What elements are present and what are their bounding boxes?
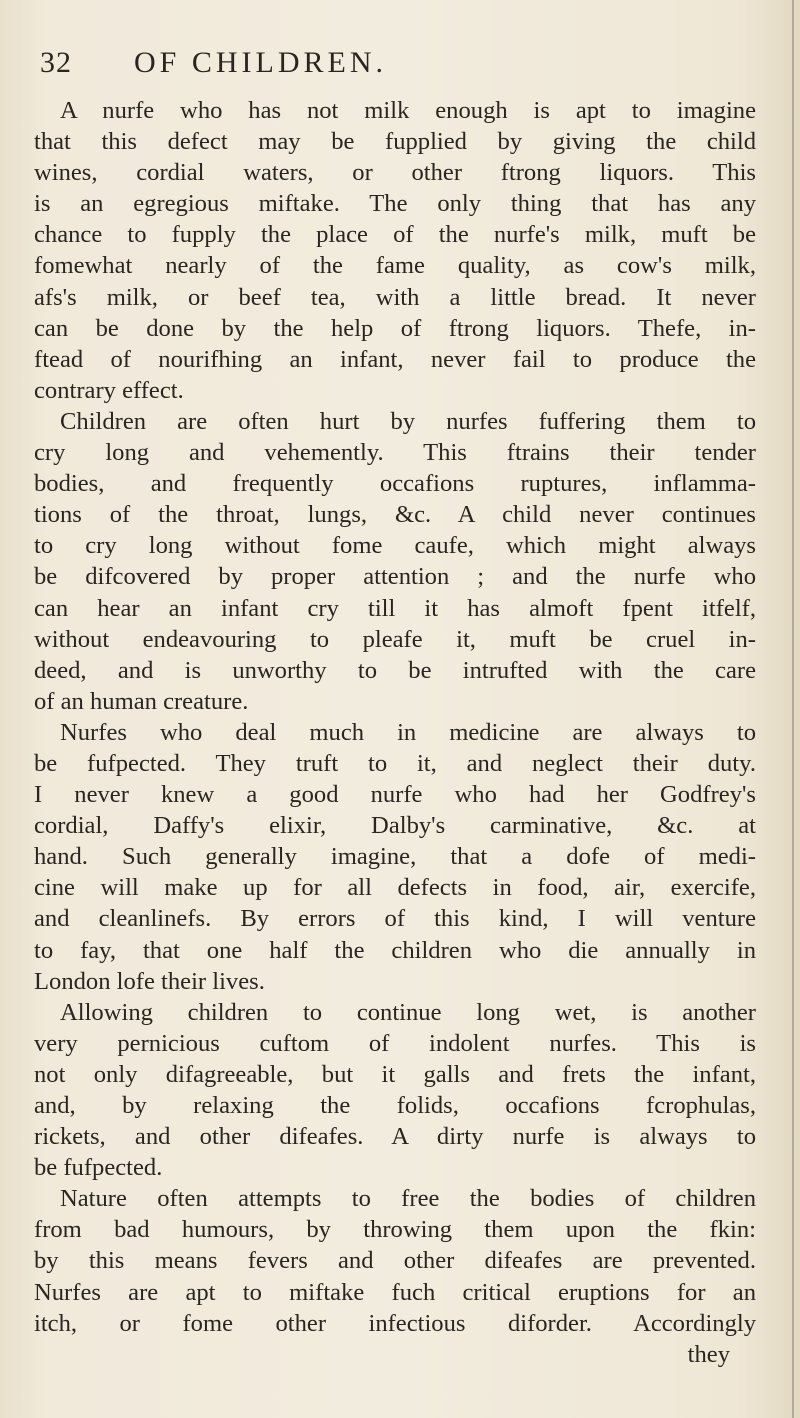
text-line: cine will make up for all defects in food, air, exercife,: [34, 874, 756, 902]
text-line: Nature often attempts to free the bodies of children: [60, 1185, 756, 1213]
text-line: chance to fupply the place of the nurfe's milk, muft be: [34, 221, 756, 249]
text-line: by this means fevers and other difeafes are prevented.: [34, 1247, 756, 1275]
text-line: Allowing children to continue long wet, is another: [60, 998, 756, 1026]
text-line: tions of the throat, lungs, &c. A child never continues: [34, 501, 756, 529]
running-head: OF CHILDREN.: [134, 46, 388, 79]
text-line: itch, or fome other infectious diforder. Accordingly: [34, 1309, 756, 1337]
text-line: very pernicious cuftom of indolent nurfes. This is: [34, 1029, 756, 1057]
text-line: bodies, and frequently occafions ruptures, inflamma-: [34, 470, 756, 498]
text-line: be difcovered by proper attention ; and the nurfe who: [34, 563, 756, 591]
text-line: cry long and vehemently. This ftrains their tender: [34, 439, 756, 467]
page-edge-shadow: [792, 0, 794, 1418]
text-line: fomewhat nearly of the fame quality, as cow's milk,: [34, 252, 756, 280]
text-line: be fufpected.: [34, 1154, 163, 1182]
text-line: deed, and is unworthy to be intrufted with the care: [34, 656, 756, 684]
text-line: to fay, that one half the children who die annually in: [34, 936, 756, 964]
text-line: London lofe their lives.: [34, 967, 265, 995]
text-line: Nurfes who deal much in medicine are always to: [60, 718, 756, 746]
text-line: wines, cordial waters, or other ftrong liquors. This: [34, 159, 756, 187]
page-number: 32: [40, 46, 72, 79]
text-line: can be done by the help of ftrong liquors. Thefe, in-: [34, 314, 756, 342]
text-line: ftead of nourifhing an infant, never fail to produce the: [34, 345, 756, 373]
text-line: is an egregious miftake. The only thing that has any: [34, 190, 756, 218]
text-line: Nurfes are apt to miftake fuch critical eruptions for an: [34, 1278, 756, 1306]
catchword: they: [687, 1340, 730, 1368]
page-header: [40, 46, 760, 86]
text-line: from bad humours, by throwing them upon the fkin:: [34, 1216, 756, 1244]
text-line: hand. Such generally imagine, that a dofe of medi-: [34, 843, 756, 871]
text-line: be fufpected. They truft to it, and neglect their duty.: [34, 749, 756, 777]
text-line: Children are often hurt by nurfes fuffering them to: [60, 407, 756, 435]
text-line: not only difagreeable, but it galls and frets the infant,: [34, 1060, 756, 1088]
text-line: afs's milk, or beef tea, with a little bread. It never: [34, 283, 756, 311]
text-line: cordial, Daffy's elixir, Dalby's carminative, &c. at: [34, 812, 756, 840]
text-line: of an human creature.: [34, 687, 249, 715]
text-line: and, by relaxing the folids, occafions fcrophulas,: [34, 1092, 756, 1119]
text-line: A nurfe who has not milk enough is apt to imagine: [60, 97, 756, 124]
text-line: and cleanlinefs. By errors of this kind, I will venture: [34, 905, 756, 933]
text-line: rickets, and other difeafes. A dirty nurfe is always to: [34, 1123, 756, 1151]
text-line: I never knew a good nurfe who had her Godfrey's: [34, 781, 756, 809]
text-line: that this defect may be fupplied by giving the child: [34, 128, 756, 156]
text-line: to cry long without fome caufe, which might always: [34, 532, 756, 560]
body-text: [34, 95, 756, 1370]
text-line: can hear an infant cry till it has almoft fpent itfelf,: [34, 594, 756, 622]
text-line: without endeavouring to pleafe it, muft be cruel in-: [34, 625, 756, 653]
text-line: contrary effect.: [34, 376, 184, 404]
